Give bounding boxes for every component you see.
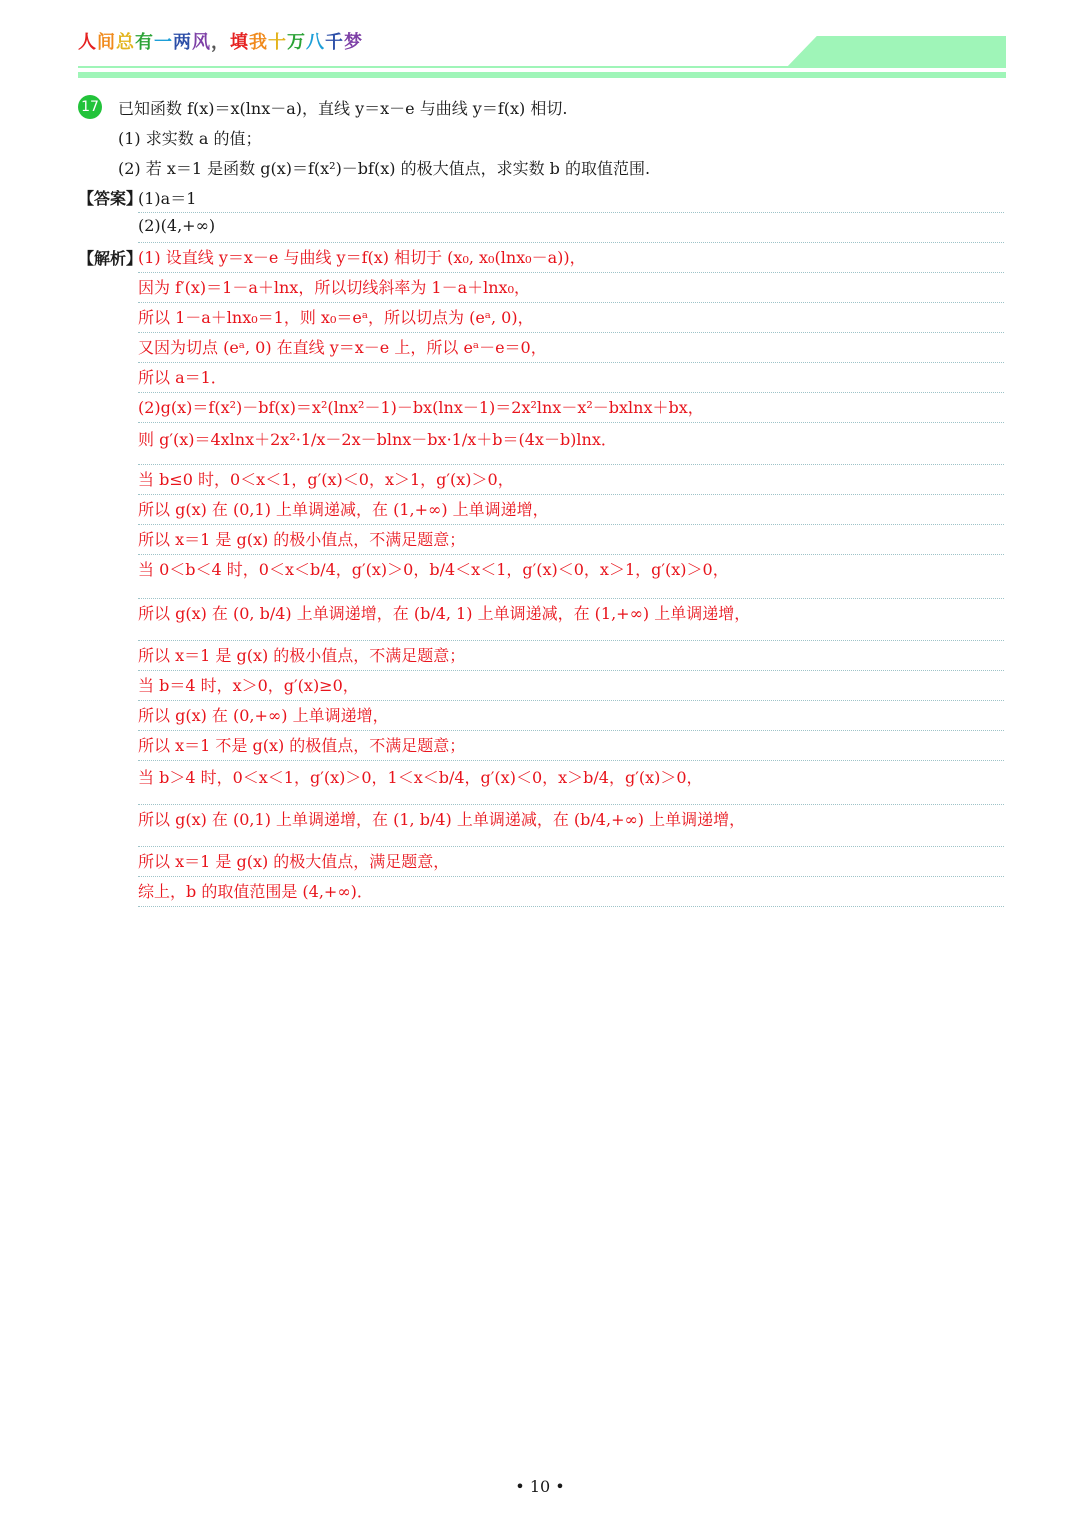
answer-line-2: (2)(4,+∞) <box>138 216 1004 243</box>
analysis-line: 所以 x＝1 是 g(x) 的极大值点，满足题意， <box>138 850 1004 877</box>
header-divider-thick <box>78 72 1006 78</box>
question-number-badge: 17 <box>78 95 102 119</box>
analysis-line: 所以 g(x) 在 (0,+∞) 上单调递增， <box>138 704 1004 731</box>
analysis-line: 当 b≤0 时，0＜x＜1，g′(x)＜0，x＞1，g′(x)＞0， <box>138 468 1004 495</box>
analysis-line: 所以 a＝1． <box>138 366 1004 393</box>
analysis-label: 【解析】 <box>78 249 143 268</box>
analysis-line: 所以 g(x) 在 (0, b/4) 上单调递增，在 (b/4, 1) 上单调递减，在 (1,+∞) 上单调递增， <box>138 602 1004 641</box>
motto-char: 有 <box>135 32 154 53</box>
motto-char: 我 <box>249 32 268 53</box>
motto-char: 千 <box>325 32 344 53</box>
motto-char: 八 <box>306 32 325 53</box>
analysis-line: 当 b＝4 时，x＞0，g′(x)≥0， <box>138 674 1004 701</box>
question-stem: 已知函数 f(x)＝x(lnx－a)，直线 y＝x－e 与曲线 y＝f(x) 相切. <box>118 99 568 118</box>
answer-label: 【答案】 <box>78 189 143 208</box>
analysis-line: 当 0＜b＜4 时，0＜x＜b/4，g′(x)＞0，b/4＜x＜1，g′(x)＜0，x＞1，g′(x)＞0， <box>138 558 1004 599</box>
question-part-1: (1) 求实数 a 的值； <box>118 129 262 148</box>
header-divider <box>78 66 1006 68</box>
motto-char: 十 <box>268 32 287 53</box>
analysis-line: 所以 g(x) 在 (0,1) 上单调递增，在 (1, b/4) 上单调递减，在 (b/4,+∞) 上单调递增， <box>138 808 1004 847</box>
answer-line-1: (1)a＝1 <box>138 186 1004 213</box>
motto-char: 总 <box>116 32 135 53</box>
header-decoration <box>786 36 1006 68</box>
analysis-line: 又因为切点 (eᵃ, 0) 在直线 y＝x－e 上，所以 eᵃ－e＝0， <box>138 336 1004 363</box>
page-number: • 10 • <box>515 1477 565 1496</box>
motto-char: ， <box>211 32 230 53</box>
analysis-line: 所以 g(x) 在 (0,1) 上单调递减，在 (1,+∞) 上单调递增， <box>138 498 1004 525</box>
analysis-line: 所以 x＝1 是 g(x) 的极小值点，不满足题意； <box>138 528 1004 555</box>
header-motto <box>78 28 363 54</box>
motto-char: 两 <box>173 32 192 53</box>
analysis-line: 所以 x＝1 是 g(x) 的极小值点，不满足题意； <box>138 644 1004 671</box>
analysis-line: 因为 f′(x)＝1－a＋lnx，所以切线斜率为 1－a＋lnx₀， <box>138 276 1004 303</box>
analysis-line: (2)g(x)＝f(x²)－bf(x)＝x²(lnx²－1)－bx(lnx－1)＝2x²lnx－x²－bxlnx＋bx， <box>138 396 1004 423</box>
motto-char: 一 <box>154 32 173 53</box>
analysis-line: 综上，b 的取值范围是 (4,+∞)． <box>138 880 1004 907</box>
motto-char: 填 <box>230 32 249 53</box>
analysis-line: 当 b＞4 时，0＜x＜1，g′(x)＞0，1＜x＜b/4，g′(x)＜0，x＞b/4，g′(x)＞0， <box>138 766 1004 805</box>
motto-char: 梦 <box>344 32 363 53</box>
analysis-line: (1) 设直线 y＝x－e 与曲线 y＝f(x) 相切于 (x₀, x₀(lnx₀－a))， <box>138 246 1004 273</box>
analysis-line: 所以 1－a＋lnx₀＝1，则 x₀＝eᵃ，所以切点为 (eᵃ, 0)， <box>138 306 1004 333</box>
motto-char: 间 <box>97 32 116 53</box>
motto-char: 万 <box>287 32 306 53</box>
motto-char: 风 <box>192 32 211 53</box>
motto-char: 人 <box>78 32 97 53</box>
question-part-2: (2) 若 x＝1 是函数 g(x)＝f(x²)－bf(x) 的极大值点，求实数 b 的取值范围. <box>118 159 651 178</box>
analysis-line: 则 g′(x)＝4xlnx＋2x²·1/x－2x－blnx－bx·1/x＋b＝(4x－b)lnx． <box>138 428 1004 465</box>
analysis-line: 所以 x＝1 不是 g(x) 的极值点，不满足题意； <box>138 734 1004 761</box>
